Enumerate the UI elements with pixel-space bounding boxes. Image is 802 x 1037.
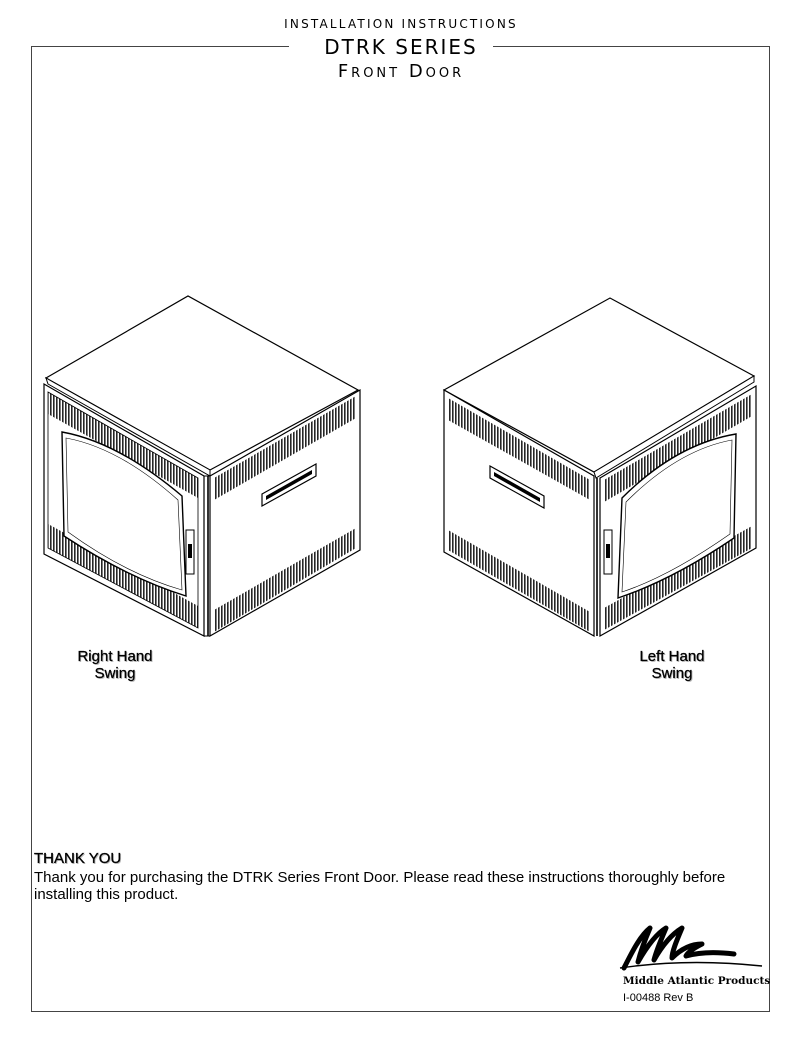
figure-caption-left-hand xyxy=(617,648,727,682)
thank-you-body: Thank you for purchasing the DTRK Series Front Door. Please read these instructions thoroughly before installing this product. xyxy=(34,869,726,903)
cabinet-left-hand-illustration xyxy=(440,294,760,648)
header-supertitle: INSTALLATION INSTRUCTIONS xyxy=(284,17,518,31)
document-number: I-00488 Rev B xyxy=(623,992,694,1004)
caption-line: Left Hand xyxy=(639,648,705,665)
middle-atlantic-logo xyxy=(614,922,764,974)
brand-name: Middle Atlantic Products xyxy=(623,975,771,987)
thank-you-heading: THANK YOU xyxy=(34,850,122,867)
caption-line: Swing xyxy=(651,665,693,682)
caption-line: Swing xyxy=(94,665,136,682)
cabinet-right-hand-illustration xyxy=(38,292,368,648)
figure-caption-right-hand xyxy=(60,648,170,682)
page-title: DTRK SERIES xyxy=(324,35,478,59)
page-subtitle: Front Door xyxy=(337,61,465,82)
caption-line: Right Hand xyxy=(77,648,153,665)
